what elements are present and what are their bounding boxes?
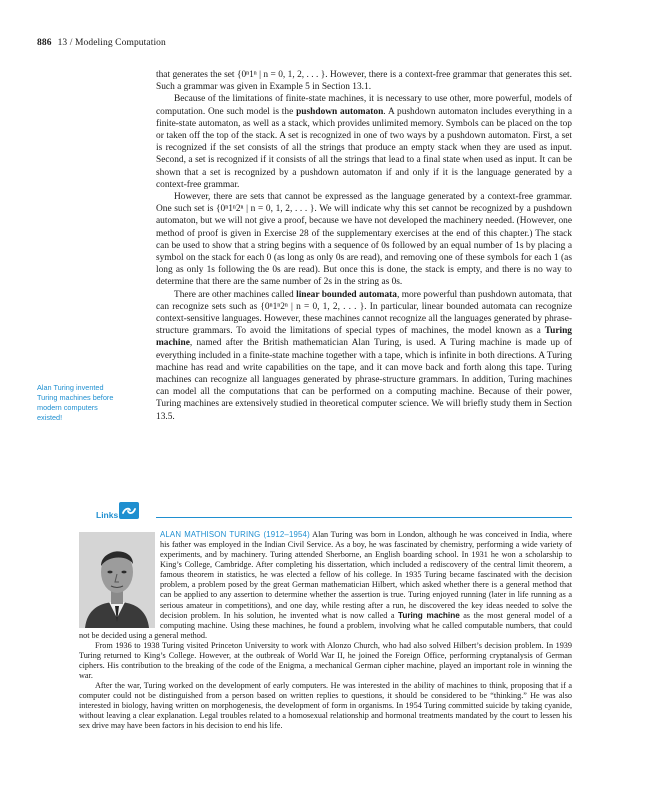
paragraph-1: that generates the set {0ⁿ1ⁿ | n = 0, 1, 2, . . . }. However, there is a context-free grammar that generates this set. Such a grammar was given in Example 5 in Section 13.1. bbox=[156, 70, 572, 93]
term-turing-machine: Turing machine bbox=[156, 326, 572, 349]
paragraph-2: Because of the limitations of finite-state machines, it is necessary to use other, more powerful, models of computation. One such model is the pushdown automaton. A pushdown automaton includes everything in a finite-state automaton, as well as a stack, which provides unlimited memory. Symbols can be placed on the top or taken off the top of the stack. A set is recognized in one of two ways by a pushdown automaton. First, a set is recognized if the set consists of all the strings that produce an empty stack when they are used as input. Second, a set is recognized if it consists of all the strings that lead to a final state when used as input. It can be shown that a set is recognized by a pushdown automaton if and only if it is the language generated by a context-free grammar. bbox=[156, 94, 572, 190]
paragraph-4: There are other machines called linear bounded automata, more powerful than pushdown automata, that can recognize sets such as {0ⁿ1ⁿ2ⁿ | n = 0, 1, 2, . . . }. In particular, linear bounded automata can recognize context-sensitive languages. However, these machines cannot recognize all the languages generated by phrase-structure grammars. To avoid the limitations of special types of machines, the model known as a Turing machine, named after the British mathematician Alan Turing, is used. A Turing machine is made up of everything included in a finite-state machine together with a tape, which is infinite in both directions. A Turing machine has read and write capabilities on the tape, and it can move back and forth along this tape. Turing machines can recognize all languages generated by phrase-structure grammars. In addition, Turing machines can model all the computations that can be performed on a computing machine. Because of their power, Turing machines are extensively studied in theoretical computer science. We will briefly study them in Section 13.5. bbox=[156, 289, 572, 422]
bio-paragraph-3: After the war, Turing worked on the development of early computers. He was interested in the ability of machines to think, proposing that if a computer could not be distinguished from a person based on written replies to questions, it should be considered to be “thinking.” He was also interested in biology, having written on morphogenesis, the development of form in organisms. In 1954 Turing committed suicide by taking cyanide, without leaving a clear explanation. Legal troubles related to a homosexual relationship and hormonal treatments mandated by the court to lessen his sex drive may have been factors in his decision to end his life. bbox=[79, 681, 572, 731]
links-label[interactable]: Links bbox=[96, 510, 119, 520]
main-text bbox=[156, 69, 572, 423]
links-bar bbox=[96, 497, 576, 523]
biography bbox=[79, 530, 572, 732]
section-title: 13 / Modeling Computation bbox=[57, 38, 166, 48]
bio-paragraph-2: From 1936 to 1938 Turing visited Princeton University to work with Alonzo Church, who had also solved Hilbert’s decision problem. In 1939 Turing returned to King’s College. However, at the outbreak of World War II, he joined the Foreign Office, performing cryptanalysis of German ciphers. His contribution to the breaking of the code of the Enigma, a mechanical German cipher machine, played an important role in winning the war. bbox=[79, 640, 572, 681]
bio-name: ALAN MATHISON TURING (1912–1954) bbox=[160, 530, 310, 539]
paragraph-3: However, there are sets that cannot be expressed as the language generated by a context-free grammar. One such set is {0ⁿ1ⁿ2ⁿ | n = 0, 1, 2, . . . }. We will indicate why this set cannot be recognized by a pushdown automaton, but we will not give a proof, because we have not developed the machinery needed. (However, one method of proof is given in Exercise 28 of the supplementary exercises at the end of this chapter.) The stack can be used to show that a string begins with a sequence of 0s followed by an equal number of 1s by placing a symbol on the stack for each 0 (as long as only 0s are read), and removing one of these symbols for each 1 (as long as only 1s following the 0s are read). But once this is done, the stack is empty, and there is no way to determine that there are the same number of 2s in the string as 0s. bbox=[156, 192, 572, 288]
bio-paragraph-1: ALAN MATHISON TURING (1912–1954) Alan Turing was born in London, although he was conceived in India, where his father was employed in the Indian Civil Service. As a boy, he was fascinated by chemistry, performing a wide variety of experiments, and by machinery. Turing attended Sherborne, an English boarding school. In 1931 he won a scholarship to King’s College, Cambridge. After completing his dissertation, which included a rediscovery of the central limit theorem, a famous theorem in statistics, he was elected a fellow of his college. In 1935 Turing became fascinated with the decision problem, a problem posed by the great German mathematician Hilbert, which asked whether there is a general method that can be applied to any assertion to determine whether the assertion is true. Turing enjoyed running (later in life running as a serious amateur in competitions), and one day, while resting after a run, he discovered the key ideas needed to solve the decision problem. In his solution, he invented what is now called a Turing machine as the most general model of a computing machine. Using these machines, he found a problem, involving what he called computable numbers, that could not be decided using a general method. bbox=[79, 530, 572, 640]
margin-note: Alan Turing invented Turing machines before modern computers existed! bbox=[37, 383, 114, 423]
running-head bbox=[37, 38, 166, 48]
links-icon[interactable] bbox=[117, 499, 141, 521]
term-linear-bounded-automata: linear bounded automata bbox=[296, 289, 397, 300]
term-pushdown-automaton: pushdown automaton bbox=[296, 106, 384, 117]
links-divider bbox=[156, 517, 572, 518]
page-number: 886 bbox=[37, 38, 52, 48]
bio-term-turing-machine: Turing machine bbox=[397, 610, 460, 620]
